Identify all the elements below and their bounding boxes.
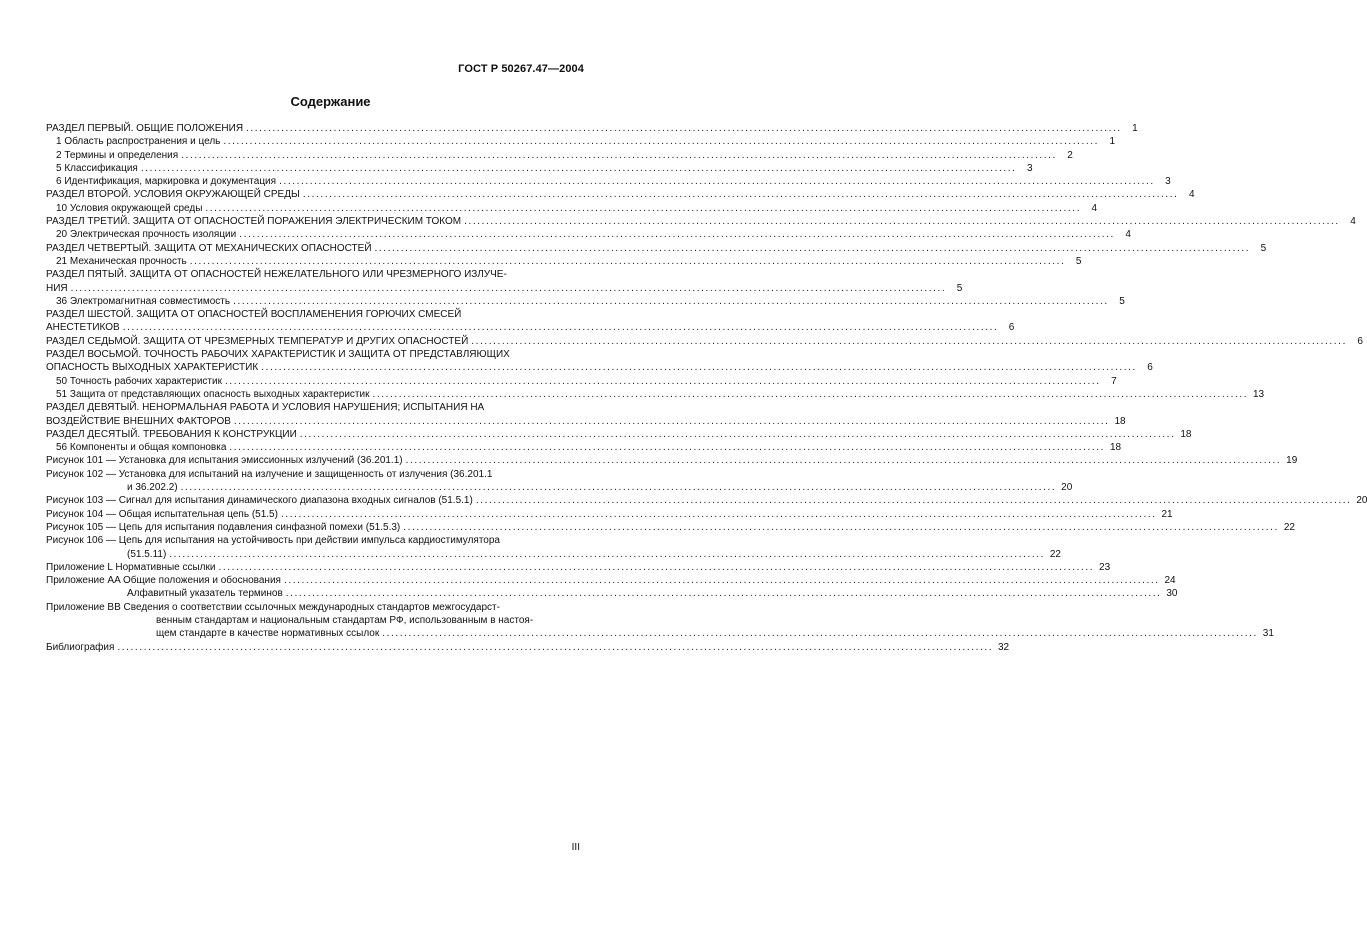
dot-leader: ........................................................................................................................................................................................................ [302,189,1179,201]
toc-entry-line: РАЗДЕЛ ПЯТЫЙ. ЗАЩИТА ОТ ОПАСНОСТЕЙ НЕЖЕЛАТЕЛЬНОГО ИЛИ ЧРЕЗМЕРНОГО ИЗЛУЧЕ- [46,269,507,281]
page-number: III [571,842,580,853]
toc-entry: Библиография ........................................................................................................................................................................................................ 32 [46,641,1010,653]
table-of-contents [46,122,1367,654]
toc-entry: Алфавитный указатель терминов ........................................................................................................................................................................................................ 30 [127,588,1178,600]
toc-entry: 10 Условия окружающей среды ........................................................................................................................................................................................................ 4 [56,202,1098,214]
dot-leader: ........................................................................................................................................................................................................ [403,521,1279,533]
toc-entry-line: венным стандартам и национальным стандартам РФ, использованным в настоя- [156,614,534,626]
toc-entry-line: РАЗДЕЛ ВОСЬМОЙ. ТОЧНОСТЬ РАБОЧИХ ХАРАКТЕРИСТИК И ЗАЩИТА ОТ ПРЕДСТАВЛЯЮЩИХ [46,349,510,361]
toc-entry-line: Рисунок 106 — Цепь для испытания на устойчивость при действии импульса кардиостимулятора [46,535,500,547]
toc-entry: Рисунок 104 — Общая испытательная цепь (51.5) ........................................................................................................................................................................................................ 21 [46,508,1173,520]
toc-entry: 5 Классификация ........................................................................................................................................................................................................ 3 [56,162,1033,174]
dot-leader: ........................................................................................................................................................................................................ [205,202,1082,214]
dot-leader: ........................................................................................................................................................................................................ [246,123,1122,134]
toc-entry: РАЗДЕЛ ДЕСЯТЫЙ. ТРЕБОВАНИЯ К КОНСТРУКЦИИ ........................................................................................................................................................................................................ 18 [46,428,1192,440]
toc-entry: РАЗДЕЛ СЕДЬМОЙ. ЗАЩИТА ОТ ЧРЕЗМЕРНЫХ ТЕМПЕРАТУР И ДРУГИХ ОПАСНОСТЕЙ ........................................................................................................................................................................................................ 6 [46,335,1363,347]
dot-leader: ........................................................................................................................................................................................................ [140,162,1017,174]
toc-entry: РАЗДЕЛ ПЕРВЫЙ. ОБЩИЕ ПОЛОЖЕНИЯ ........................................................................................................................................................................................................ 1 [46,123,1138,134]
toc-entry: 56 Компоненты и общая компоновка ........................................................................................................................................................................................................ 18 [56,442,1122,454]
toc-entry-line: Рисунок 102 — Установка для испытаний на излучение и защищенность от излучения (36.201.1 [46,468,493,480]
dot-leader: ........................................................................................................................................................................................................ [224,375,1101,387]
toc-entry-line: Приложение ВВ Сведения о соответствии ссылочных международных стандартов межгосударст- [46,601,500,613]
dot-leader: ........................................................................................................................................................................................................ [372,388,1249,400]
dot-leader: ........................................................................................................................................................................................................ [122,322,999,334]
toc-entry-line: РАЗДЕЛ ШЕСТОЙ. ЗАЩИТА ОТ ОПАСНОСТЕЙ ВОСПЛАМЕНЕНИЯ ГОРЮЧИХ СМЕСЕЙ [46,309,462,321]
toc-entry: 2 Термины и определения ........................................................................................................................................................................................................ 2 [56,149,1073,161]
toc-entry: Приложение L Нормативные ссылки ........................................................................................................................................................................................................ 23 [46,561,1111,573]
dot-leader: ........................................................................................................................................................................................................ [475,495,1352,507]
dot-leader: ........................................................................................................................................................................................................ [299,428,1176,440]
toc-entry: НИЯ ........................................................................................................................................................................................................ 5 [46,282,963,294]
toc-entry: 20 Электрическая прочность изоляции ........................................................................................................................................................................................................ 4 [56,229,1131,241]
dot-leader: ........................................................................................................................................................................................................ [239,229,1115,241]
dot-leader: ........................................................................................................................................................................................................ [261,362,1137,374]
toc-entry: (51.5.11) ........................................................................................................................................................................................................ 22 [127,548,1061,560]
dot-leader: ........................................................................................................................................................................................................ [117,641,994,653]
toc-entry: 6 Идентификация, маркировка и документация ........................................................................................................................................................................................................ 3 [56,176,1171,188]
toc-entry: 51 Защита от представляющих опасность выходных характеристик ........................................................................................................................................................................................................ 13 [56,388,1265,400]
toc-entry: 21 Механическая прочность ........................................................................................................................................................................................................ 5 [56,255,1082,267]
dot-leader: ........................................................................................................................................................................................................ [279,176,1155,188]
page-title: Содержание [290,94,371,109]
dot-leader: ........................................................................................................................................................................................................ [285,588,1162,600]
toc-entry-line: РАЗДЕЛ ДЕВЯТЫЙ. НЕНОРМАЛЬНАЯ РАБОТА И УСЛОВИЯ НАРУШЕНИЯ; ИСПЫТАНИЯ НА [46,402,485,414]
toc-entry: РАЗДЕЛ ТРЕТИЙ. ЗАЩИТА ОТ ОПАСНОСТЕЙ ПОРАЖЕНИЯ ЭЛЕКТРИЧЕСКИМ ТОКОМ ........................................................................................................................................................................................................ 4 [46,216,1356,228]
toc-entry: 36 Электромагнитная совместимость ........................................................................................................................................................................................................ 5 [56,295,1125,307]
dot-leader: ........................................................................................................................................................................................................ [233,295,1109,307]
dot-leader: ........................................................................................................................................................................................................ [233,415,1110,427]
toc-entry: АНЕСТЕТИКОВ ........................................................................................................................................................................................................ 6 [46,322,1015,334]
toc-entry: Приложение AA Общие положения и обоснования ........................................................................................................................................................................................................ 24 [46,575,1176,587]
toc-entry: РАЗДЕЛ ЧЕТВЕРТЫЙ. ЗАЩИТА ОТ МЕХАНИЧЕСКИХ ОПАСНОСТЕЙ ........................................................................................................................................................................................................ 5 [46,242,1267,254]
dot-leader: ........................................................................................................................................................................................................ [471,335,1347,347]
dot-leader: ........................................................................................................................................................................................................ [405,455,1282,467]
toc-entry: Рисунок 105 — Цепь для испытания подавления синфазной помехи (51.5.3) ........................................................................................................................................................................................................ 22 [46,521,1295,533]
toc-entry: Рисунок 101 — Установка для испытания эмиссионных излучений (36.201.1) ........................................................................................................................................................................................................ 19 [46,455,1298,467]
toc-entry: щем стандарте в качестве нормативных ссылок ........................................................................................................................................................................................................ 31 [156,628,1274,640]
dot-leader: ........................................................................................................................................................................................................ [189,255,1066,267]
dot-leader: ........................................................................................................................................................................................................ [229,442,1106,454]
toc-entry: РАЗДЕЛ ВТОРОЙ. УСЛОВИЯ ОКРУЖАЮЩЕЙ СРЕДЫ ........................................................................................................................................................................................................ 4 [46,189,1195,201]
dot-leader: ........................................................................................................................................................................................................ [180,482,1057,494]
dot-leader: ........................................................................................................................................................................................................ [181,149,1057,161]
toc-entry: и 36.202.2) ........................................................................................................................................................................................................ 20 [127,482,1073,494]
document-header: ГОСТ Р 50267.47—2004 [458,63,584,75]
toc-entry: ОПАСНОСТЬ ВЫХОДНЫХ ХАРАКТЕРИСТИК ........................................................................................................................................................................................................ 6 [46,362,1153,374]
dot-leader: ........................................................................................................................................................................................................ [280,508,1157,520]
toc-entry: Рисунок 103 — Сигнал для испытания динамического диапазона входных сигналов (51.5.1) ........................................................................................................................................................................................................ 20 [46,495,1367,507]
dot-leader: ........................................................................................................................................................................................................ [169,548,1045,560]
dot-leader: ........................................................................................................................................................................................................ [223,136,1100,148]
toc-entry: 50 Точность рабочих характеристик ........................................................................................................................................................................................................ 7 [56,375,1117,387]
toc-entry: 1 Область распространения и цель ........................................................................................................................................................................................................ 1 [56,136,1116,148]
dot-leader: ........................................................................................................................................................................................................ [464,216,1340,228]
dot-leader: ........................................................................................................................................................................................................ [382,628,1258,640]
dot-leader: ........................................................................................................................................................................................................ [374,242,1251,254]
toc-entry: ВОЗДЕЙСТВИЕ ВНЕШНИХ ФАКТОРОВ ........................................................................................................................................................................................................ 18 [46,415,1126,427]
dot-leader: ........................................................................................................................................................................................................ [218,561,1095,573]
dot-leader: ........................................................................................................................................................................................................ [70,282,947,294]
dot-leader: ........................................................................................................................................................................................................ [283,575,1160,587]
